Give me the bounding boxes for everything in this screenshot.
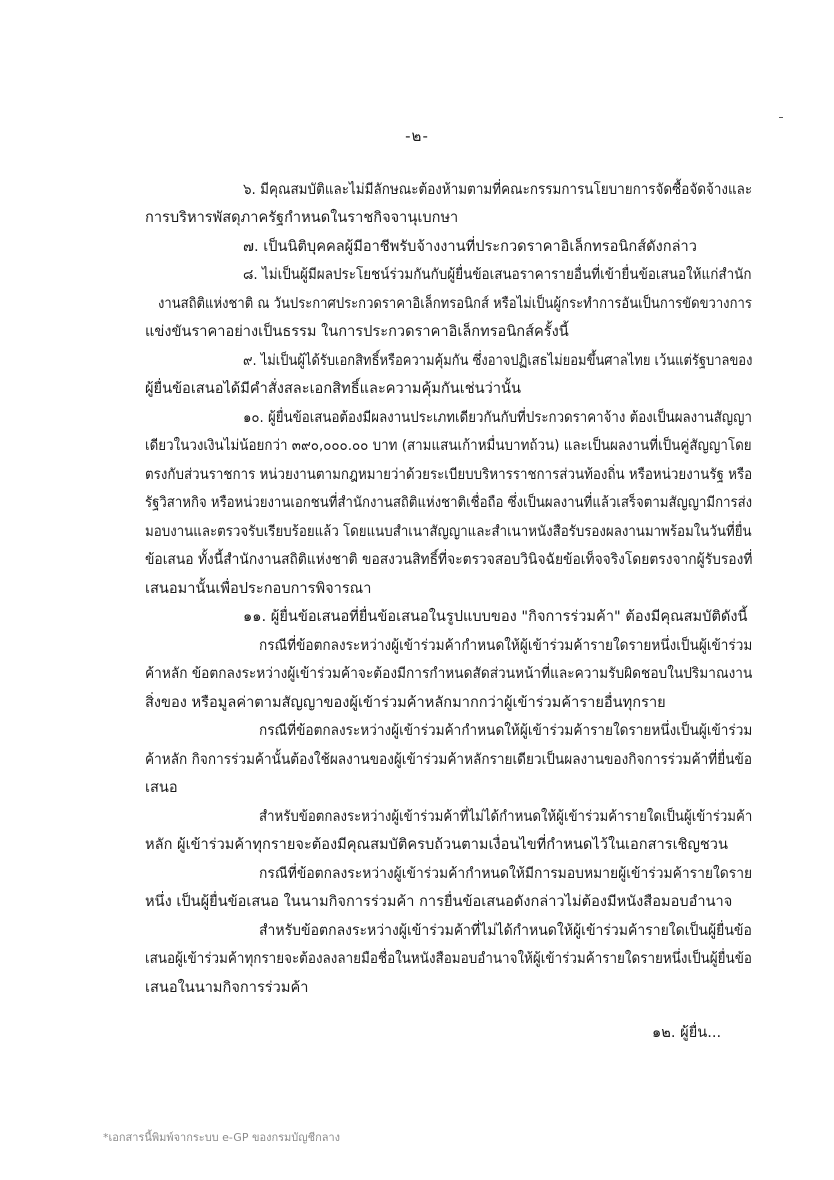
text-line: สิ่งของ หรือมูลค่าตามสัญญาของผู้เข้าร่วมค้าหลักมากกว่าผู้เข้าร่วมค้ารายอื่นทุกราย [145,694,666,711]
text-line: เสนอผู้เข้าร่วมค้าทุกรายจะต้องลงลายมือชื่อในหนังสือมอบอำนาจให้ผู้เข้าร่วมค้ารายใดรายหนึ่งเป็นผู้ยื่นข้อ [145,950,752,967]
page-number: -๒- [405,127,429,145]
next-page-cue: ๑๒. ผู้ยื่น... [652,1024,722,1041]
footer-note: *เอกสารนี้พิมพ์จากระบบ e-GP ของกรมบัญชีกลาง [103,1131,341,1144]
text-line: สำหรับข้อตกลงระหว่างผู้เข้าร่วมค้าที่ไม่ได้กำหนดให้ผู้เข้าร่วมค้ารายใดเป็นผู้เข้าร่วมค้า [259,808,753,825]
text-line: กรณีที่ข้อตกลงระหว่างผู้เข้าร่วมค้ากำหนดให้มีการมอบหมายผู้เข้าร่วมค้ารายใดราย [259,865,753,882]
text-line: หนึ่ง เป็นผู้ยื่นข้อเสนอ ในนามกิจการร่วมค้า การยื่นข้อเสนอดังกล่าวไม่ต้องมีหนังสือมอบอำนาจ [145,893,733,910]
text-line: มอบงานและตรวจรับเรียบร้อยแล้ว โดยแนบสำเนาสัญญาและสำเนาหนังสือรับรองผลงานมาพร้อมในวันที่ยื่น [145,523,752,540]
text-line: ๘. ไม่เป็นผู้มีผลประโยชน์ร่วมกันกับผู้ยื่นข้อเสนอราคารายอื่นที่เข้ายื่นข้อเสนอให้แก่สำนัก [243,266,752,283]
text-line: เสนอ [145,779,178,796]
text-line: แข่งขันราคาอย่างเป็นธรรม ในการประกวดราคาอิเล็กทรอนิกส์ครั้งนี้ [145,323,569,340]
text-line: เสนอมานั้นเพื่อประกอบการพิจารณา [145,580,372,597]
text-line: เดียวในวงเงินไม่น้อยกว่า ๓๙๐,๐๐๐.๐๐ บาท (สามแสนเก้าหมื่นบาทถ้วน) และเป็นผลงานที่เป็นคู่สัญญาโดย [145,437,752,454]
text-line: ค้าหลัก กิจการร่วมค้านั้นต้องใช้ผลงานของผู้เข้าร่วมค้าหลักรายเดียวเป็นผลงานของกิจการร่วมค้าที่ยื่นข้อ [145,751,753,768]
text-line: กรณีที่ข้อตกลงระหว่างผู้เข้าร่วมค้ากำหนดให้ผู้เข้าร่วมค้ารายใดรายหนึ่งเป็นผู้เข้าร่วม [259,637,753,654]
text-line: สำหรับข้อตกลงระหว่างผู้เข้าร่วมค้าที่ไม่ได้กำหนดให้ผู้เข้าร่วมค้ารายใดเป็นผู้ยื่นข้อ [259,922,752,939]
text-line: รัฐวิสาหกิจ หรือหน่วยงานเอกชนที่สำนักงานสถิติแห่งชาติเชื่อถือ ซึ่งเป็นผลงานที่แล้วเสร็จตามสัญญามีการส่ง [145,494,753,511]
text-line: งานสถิติแห่งชาติ ณ วันประกาศประกวดราคาอิเล็กทรอนิกส์ หรือไม่เป็นผู้กระทำการอันเป็นการขัดขวางการ [158,295,752,312]
text-line: ๑๑. ผู้ยื่นข้อเสนอที่ยื่นข้อเสนอในรูปแบบของ "กิจการร่วมค้า" ต้องมีคุณสมบัติดังนี้ [243,608,748,625]
text-line: เสนอในนามกิจการร่วมค้า [145,979,309,996]
text-line: กรณีที่ข้อตกลงระหว่างผู้เข้าร่วมค้ากำหนดให้ผู้เข้าร่วมค้ารายใดรายหนึ่งเป็นผู้เข้าร่วม [259,722,753,739]
text-line: ค้าหลัก ข้อตกลงระหว่างผู้เข้าร่วมค้าจะต้องมีการกำหนดสัดส่วนหน้าที่และความรับผิดชอบในปริมาณงาน [145,665,753,682]
text-line: ๖. มีคุณสมบัติและไม่มีลักษณะต้องห้ามตามที่คณะกรรมการนโยบายการจัดซื้อจัดจ้างและ [243,181,753,198]
text-line: ๗. เป็นนิติบุคคลผู้มีอาชีพรับจ้างงานที่ประกวดราคาอิเล็กทรอนิกส์ดังกล่าว [243,238,697,255]
text-line: ๑๐. ผู้ยื่นข้อเสนอต้องมีผลงานประเภทเดียวกันกับที่ประกวดราคาจ้าง ต้องเป็นผลงานสัญญา [243,409,752,426]
corner-mark [779,117,783,118]
text-line: การบริหารพัสดุภาครัฐกำหนดในราชกิจจานุเบกษา [145,209,459,226]
text-line: ๙. ไม่เป็นผู้ได้รับเอกสิทธิ์หรือความคุ้มกัน ซึ่งอาจปฏิเสธไม่ยอมขึ้นศาลไทย เว้นแต่รัฐบาลของ [243,352,753,369]
text-line: ตรงกับส่วนราชการ หน่วยงานตามกฎหมายว่าด้วยระเบียบบริหารราชการส่วนท้องถิ่น หรือหน่วยงานรัฐ หรือ [145,466,753,483]
text-line: หลัก ผู้เข้าร่วมค้าทุกรายจะต้องมีคุณสมบัติครบถ้วนตามเงื่อนไขที่กำหนดไว้ในเอกสารเชิญชวน [145,836,728,853]
text-line: ผู้ยื่นข้อเสนอได้มีคำสั่งสละเอกสิทธิ์และความคุ้มกันเช่นว่านั้น [145,380,521,397]
text-line: ข้อเสนอ ทั้งนี้สำนักงานสถิติแห่งชาติ ขอสงวนสิทธิ์ที่จะตรวจสอบวินิจฉัยข้อเท็จจริงโดยตรงจากผู้รับรองที่ [145,551,753,568]
